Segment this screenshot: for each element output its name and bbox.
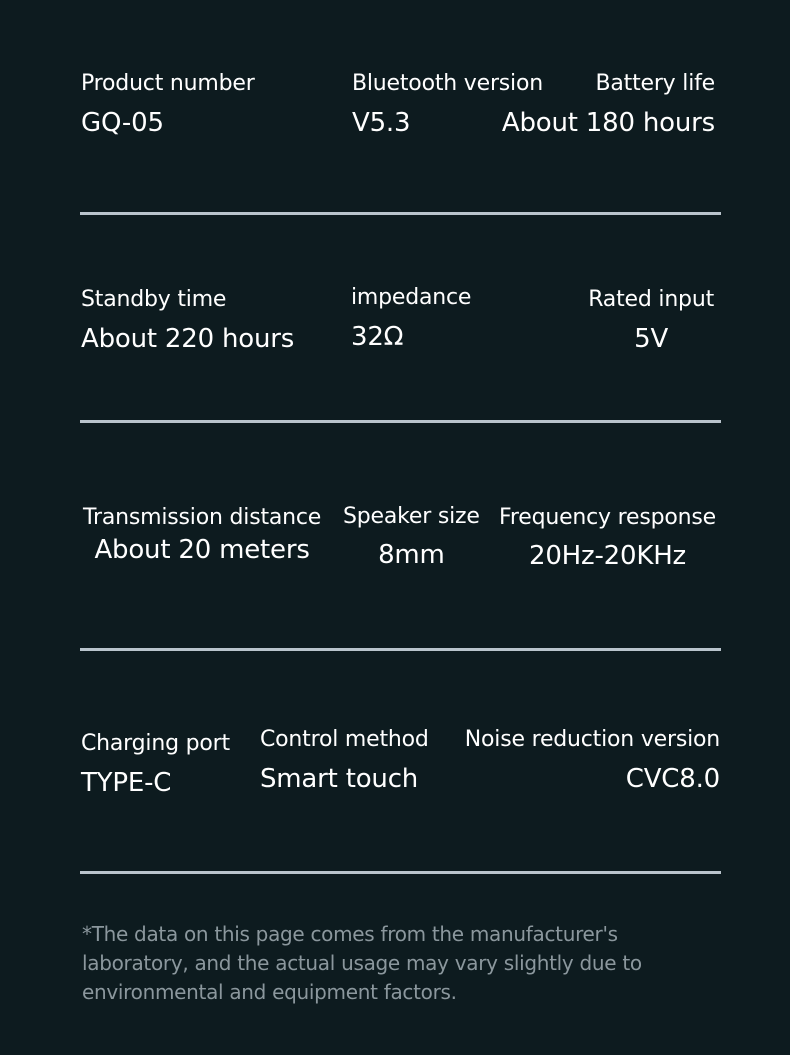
spec-label: Standby time: [81, 287, 227, 312]
spec-frequency-response: [499, 504, 716, 572]
spec-value: V5.3: [352, 108, 411, 138]
spec-control-method: [260, 726, 429, 795]
spec-value: About 20 meters: [94, 535, 310, 565]
spec-label: Transmission distance: [83, 505, 322, 530]
spec-value: About 220 hours: [81, 324, 295, 354]
spec-label: Product number: [81, 71, 255, 96]
spec-label: Rated input: [588, 287, 714, 312]
spec-label: Noise reduction version: [464, 727, 720, 752]
spec-value: TYPE-C: [81, 768, 172, 798]
divider: [80, 871, 721, 874]
spec-value: 32Ω: [351, 322, 404, 352]
spec-battery-life: [502, 70, 715, 139]
spec-impedance: [351, 284, 471, 353]
spec-label: impedance: [351, 285, 472, 310]
divider: [80, 420, 721, 423]
spec-label: Speaker size: [343, 504, 480, 529]
spec-value: About 180 hours: [501, 108, 715, 138]
divider: [80, 648, 721, 651]
spec-label: Bluetooth version: [352, 71, 543, 96]
spec-rated-input: [588, 286, 714, 355]
spec-label: Charging port: [81, 731, 230, 756]
spec-product-number: [81, 70, 255, 139]
spec-value: 20Hz-20KHz: [529, 541, 686, 571]
spec-value: CVC8.0: [625, 764, 720, 794]
spec-transmission-distance: [83, 504, 321, 566]
spec-speaker-size: [343, 503, 480, 571]
spec-label: Frequency response: [499, 505, 716, 530]
spec-value: 5V: [634, 324, 669, 354]
spec-value: GQ-05: [81, 108, 164, 138]
spec-label: Battery life: [595, 71, 715, 96]
spec-noise-reduction-version: [465, 726, 720, 795]
spec-charging-port: [81, 730, 230, 799]
spec-value: 8mm: [378, 540, 445, 570]
spec-value: Smart touch: [260, 764, 419, 794]
spec-standby-time: [81, 286, 294, 355]
spec-label: Control method: [260, 727, 429, 752]
divider: [80, 212, 721, 215]
footnote: *The data on this page comes from the manufacturer's laboratory, and the actual usage may vary slightly due to environmental and equipment factors.: [82, 922, 642, 1004]
